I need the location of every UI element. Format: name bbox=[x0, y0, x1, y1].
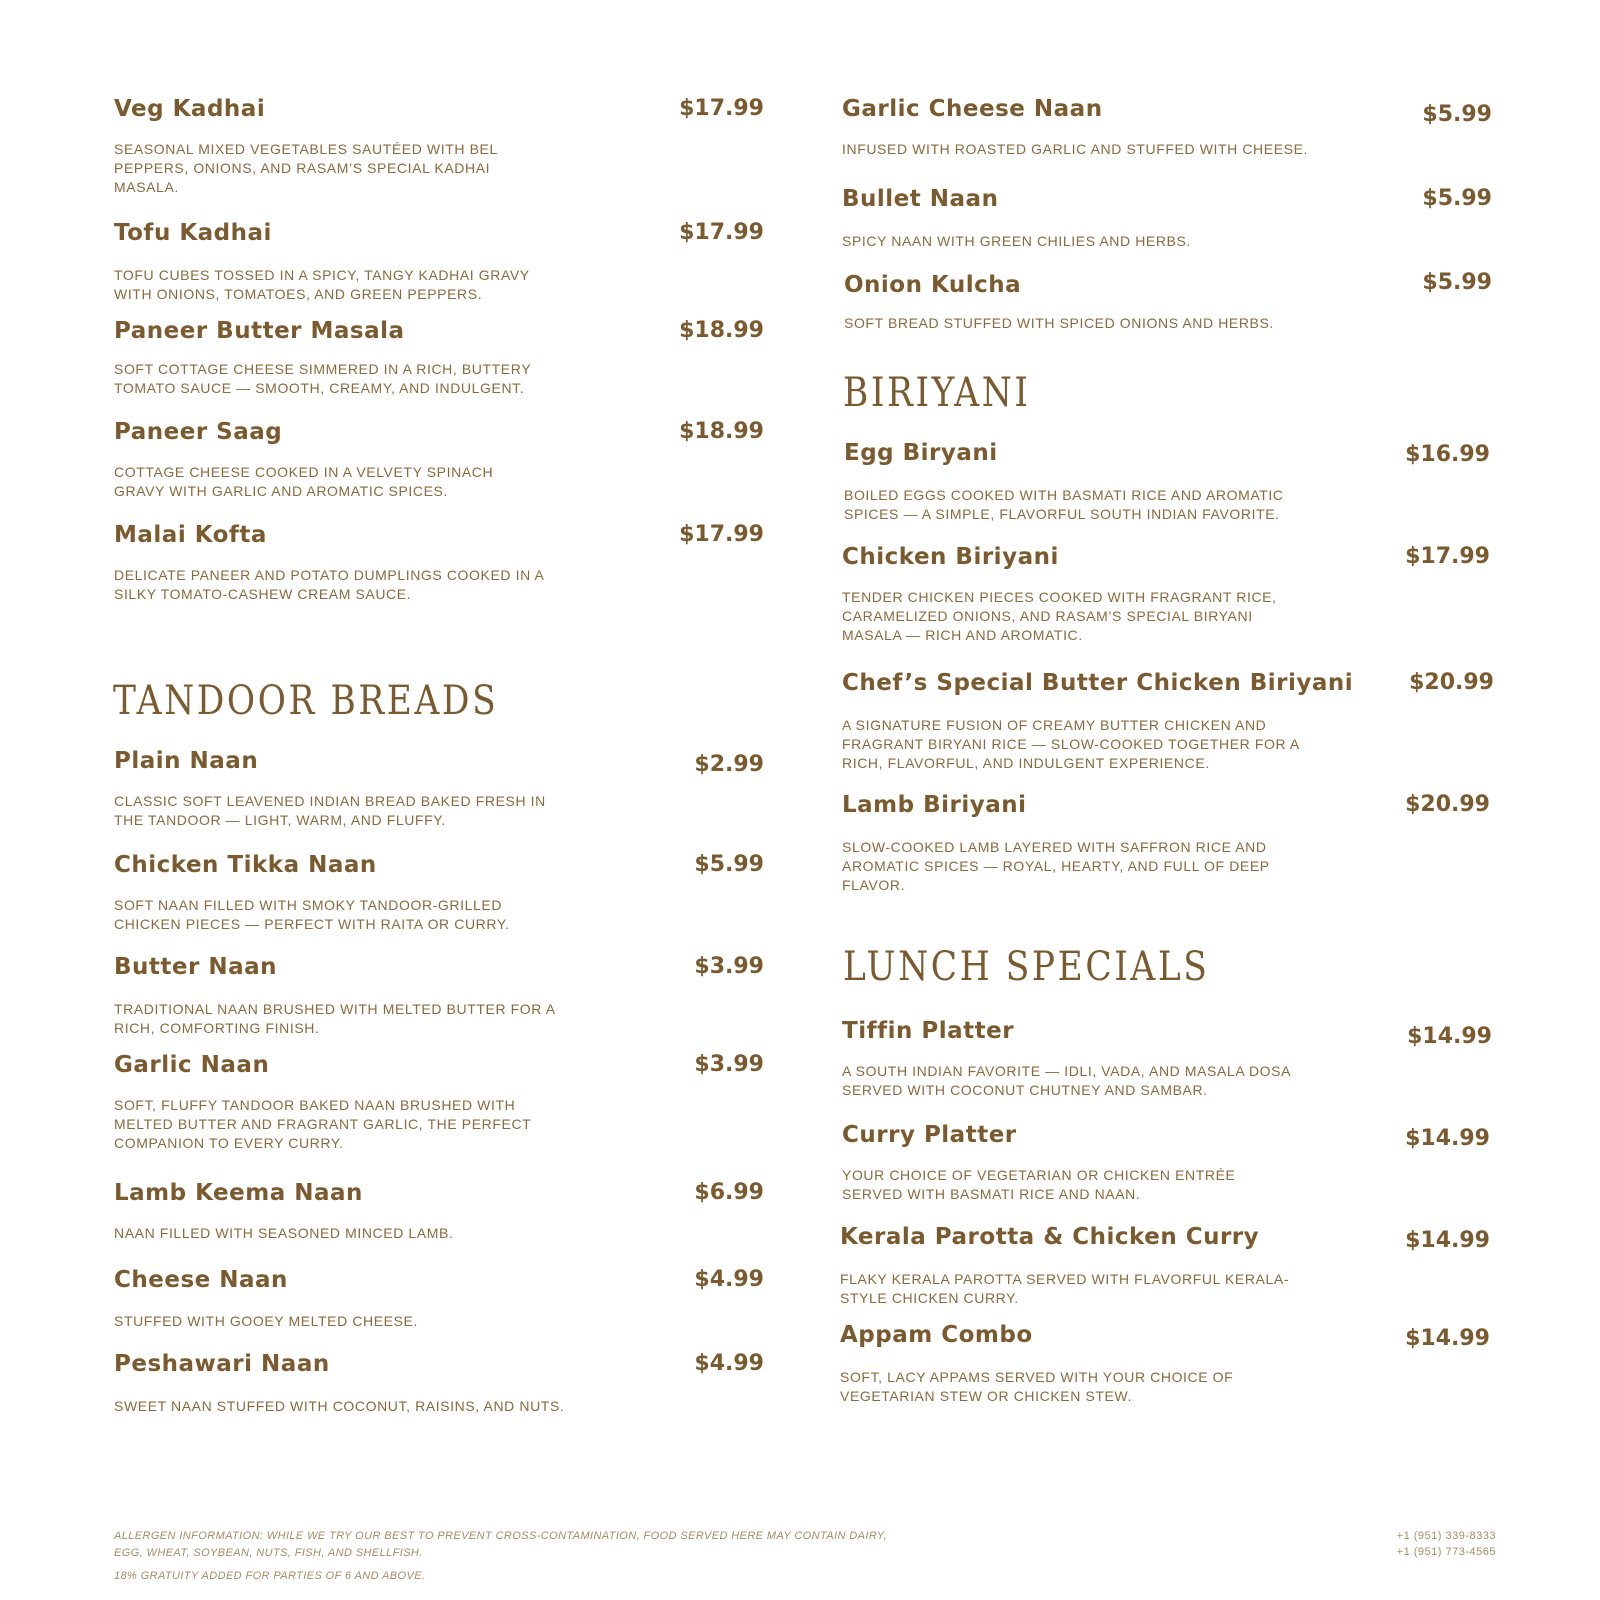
item-name: Chicken Tikka Naan bbox=[114, 852, 377, 878]
item-description: A SOUTH INDIAN FAVORITE — IDLI, VADA, AND MASALA DOSA SERVED WITH COCONUT CHUTNEY AND SAMBAR. bbox=[842, 1063, 1291, 1098]
item-price: $17.99 bbox=[679, 522, 764, 547]
item-price: $14.99 bbox=[1405, 1326, 1490, 1351]
item-price: $5.99 bbox=[1422, 186, 1492, 211]
item-description: SOFT, LACY APPAMS SERVED WITH YOUR CHOICE OF VEGETARIAN STEW OR CHICKEN STEW. bbox=[840, 1369, 1234, 1404]
item-name: Curry Platter bbox=[842, 1122, 1017, 1148]
item-description: NAAN FILLED WITH SEASONED MINCED LAMB. bbox=[114, 1225, 454, 1241]
item-price: $18.99 bbox=[679, 318, 764, 343]
item-name: Onion Kulcha bbox=[844, 272, 1022, 298]
phone-numbers bbox=[1397, 1528, 1496, 1560]
item-name: Garlic Cheese Naan bbox=[842, 96, 1103, 122]
item-price: $20.99 bbox=[1409, 670, 1494, 695]
section-title-biriyani: BIRIYANI bbox=[843, 370, 1031, 416]
item-description: YOUR CHOICE OF VEGETARIAN OR CHICKEN ENTRÉE SERVED WITH BASMATI RICE AND NAAN. bbox=[842, 1167, 1236, 1202]
item-price: $17.99 bbox=[679, 220, 764, 245]
item-price: $2.99 bbox=[694, 752, 764, 777]
item-price: $17.99 bbox=[1405, 544, 1490, 569]
item-name: Paneer Saag bbox=[114, 419, 283, 445]
item-description: TENDER CHICKEN PIECES COOKED WITH FRAGRANT RICE, CARAMELIZED ONIONS, AND RASAM’S SPECIAL BIRYANI MASALA — RICH AND AROMATIC. bbox=[842, 589, 1277, 643]
item-description: SWEET NAAN STUFFED WITH COCONUT, RAISINS, AND NUTS. bbox=[114, 1398, 565, 1414]
item-price: $4.99 bbox=[694, 1351, 764, 1376]
item-description: SOFT COTTAGE CHEESE SIMMERED IN A RICH, BUTTERY TOMATO SAUCE — SMOOTH, CREAMY, AND INDULGENT. bbox=[114, 361, 531, 396]
item-price: $14.99 bbox=[1407, 1024, 1492, 1049]
item-price: $3.99 bbox=[694, 954, 764, 979]
item-price: $14.99 bbox=[1405, 1126, 1490, 1151]
item-name: Egg Biryani bbox=[844, 440, 998, 466]
item-name: Veg Kadhai bbox=[114, 96, 266, 122]
item-name: Plain Naan bbox=[114, 748, 259, 774]
item-name: Bullet Naan bbox=[842, 186, 999, 212]
item-description: FLAKY KERALA PAROTTA SERVED WITH FLAVORFUL KERALA-STYLE CHICKEN CURRY. bbox=[840, 1271, 1290, 1306]
item-name: Cheese Naan bbox=[114, 1267, 288, 1293]
item-price: $5.99 bbox=[1422, 102, 1492, 127]
item-price: $3.99 bbox=[694, 1052, 764, 1077]
item-description: TOFU CUBES TOSSED IN A SPICY, TANGY KADHAI GRAVY WITH ONIONS, TOMATOES, AND GREEN PEPPERS. bbox=[114, 267, 530, 302]
item-price: $14.99 bbox=[1405, 1228, 1490, 1253]
item-description: SOFT, FLUFFY TANDOOR BAKED NAAN BRUSHED WITH MELTED BUTTER AND FRAGRANT GARLIC, THE PERFECT COMPANION TO EVERY CURRY. bbox=[114, 1097, 532, 1151]
item-description: DELICATE PANEER AND POTATO DUMPLINGS COOKED IN A SILKY TOMATO-CASHEW CREAM SAUCE. bbox=[114, 567, 544, 602]
section-title-tandoor-breads: TANDOOR BREADS bbox=[113, 678, 499, 724]
item-description: SLOW-COOKED LAMB LAYERED WITH SAFFRON RICE AND AROMATIC SPICES — ROYAL, HEARTY, AND FULL OF DEEP FLAVOR. bbox=[842, 839, 1270, 893]
item-price: $5.99 bbox=[694, 852, 764, 877]
allergen-line: EGG, WHEAT, SOYBEAN, NUTS, FISH, AND SHELLFISH. bbox=[114, 1547, 423, 1559]
item-name: Paneer Butter Masala bbox=[114, 318, 405, 344]
item-name: Kerala Parotta & Chicken Curry bbox=[840, 1224, 1260, 1250]
item-description: STUFFED WITH GOOEY MELTED CHEESE. bbox=[114, 1313, 418, 1329]
item-name: Tiffin Platter bbox=[842, 1018, 1015, 1044]
item-name: Chef’s Special Butter Chicken Biriyani bbox=[842, 670, 1354, 696]
item-name: Chicken Biriyani bbox=[842, 544, 1059, 570]
item-name: Appam Combo bbox=[840, 1322, 1033, 1348]
item-name: Lamb Biriyani bbox=[842, 792, 1027, 818]
item-description: SEASONAL MIXED VEGETABLES SAUTÉED WITH BEL PEPPERS, ONIONS, AND RASAM’S SPECIAL KADHAI MASALA. bbox=[114, 141, 498, 195]
item-description: TRADITIONAL NAAN BRUSHED WITH MELTED BUTTER FOR A RICH, COMFORTING FINISH. bbox=[114, 1001, 555, 1036]
item-price: $18.99 bbox=[679, 419, 764, 444]
item-name: Malai Kofta bbox=[114, 522, 267, 548]
allergen-line: ALLERGEN INFORMATION: WHILE WE TRY OUR BEST TO PREVENT CROSS-CONTAMINATION, FOOD SERVED HERE MAY CONTAIN DAIRY, bbox=[114, 1530, 887, 1542]
item-description: INFUSED WITH ROASTED GARLIC AND STUFFED WITH CHEESE. bbox=[842, 141, 1309, 157]
phone-number[interactable]: +1 (951) 339-8333 bbox=[1396, 1530, 1496, 1542]
item-price: $16.99 bbox=[1405, 442, 1490, 467]
item-description: SOFT BREAD STUFFED WITH SPICED ONIONS AND HERBS. bbox=[844, 315, 1274, 331]
item-description: CLASSIC SOFT LEAVENED INDIAN BREAD BAKED FRESH IN THE TANDOOR — LIGHT, WARM, AND FLUFFY. bbox=[114, 793, 546, 828]
item-price: $17.99 bbox=[679, 96, 764, 121]
item-description: SOFT NAAN FILLED WITH SMOKY TANDOOR-GRILLED CHICKEN PIECES — PERFECT WITH RAITA OR CURRY. bbox=[114, 897, 510, 932]
item-description: SPICY NAAN WITH GREEN CHILIES AND HERBS. bbox=[842, 233, 1191, 249]
item-description: COTTAGE CHEESE COOKED IN A VELVETY SPINACH GRAVY WITH GARLIC AND AROMATIC SPICES. bbox=[114, 464, 494, 499]
item-name: Garlic Naan bbox=[114, 1052, 270, 1078]
gratuity-note: 18% GRATUITY ADDED FOR PARTIES OF 6 AND ABOVE. bbox=[114, 1570, 426, 1582]
item-description: A SIGNATURE FUSION OF CREAMY BUTTER CHICKEN AND FRAGRANT BIRYANI RICE — SLOW-COOKED TOGETHER FOR A RICH, FLAVORFUL, AND INDULGENT EXPERIENCE. bbox=[842, 717, 1300, 771]
item-price: $4.99 bbox=[694, 1267, 764, 1292]
item-name: Tofu Kadhai bbox=[114, 220, 272, 246]
item-description: BOILED EGGS COOKED WITH BASMATI RICE AND AROMATIC SPICES — A SIMPLE, FLAVORFUL SOUTH INDIAN FAVORITE. bbox=[844, 487, 1284, 522]
item-price: $6.99 bbox=[694, 1180, 764, 1205]
phone-number[interactable]: +1 (951) 773-4565 bbox=[1396, 1546, 1496, 1558]
item-price: $5.99 bbox=[1422, 270, 1492, 295]
section-title-lunch-specials: LUNCH SPECIALS bbox=[843, 944, 1210, 990]
item-name: Butter Naan bbox=[114, 954, 278, 980]
item-name: Lamb Keema Naan bbox=[114, 1180, 363, 1206]
allergen-note bbox=[114, 1528, 994, 1562]
item-name: Peshawari Naan bbox=[114, 1351, 330, 1377]
item-price: $20.99 bbox=[1405, 792, 1490, 817]
